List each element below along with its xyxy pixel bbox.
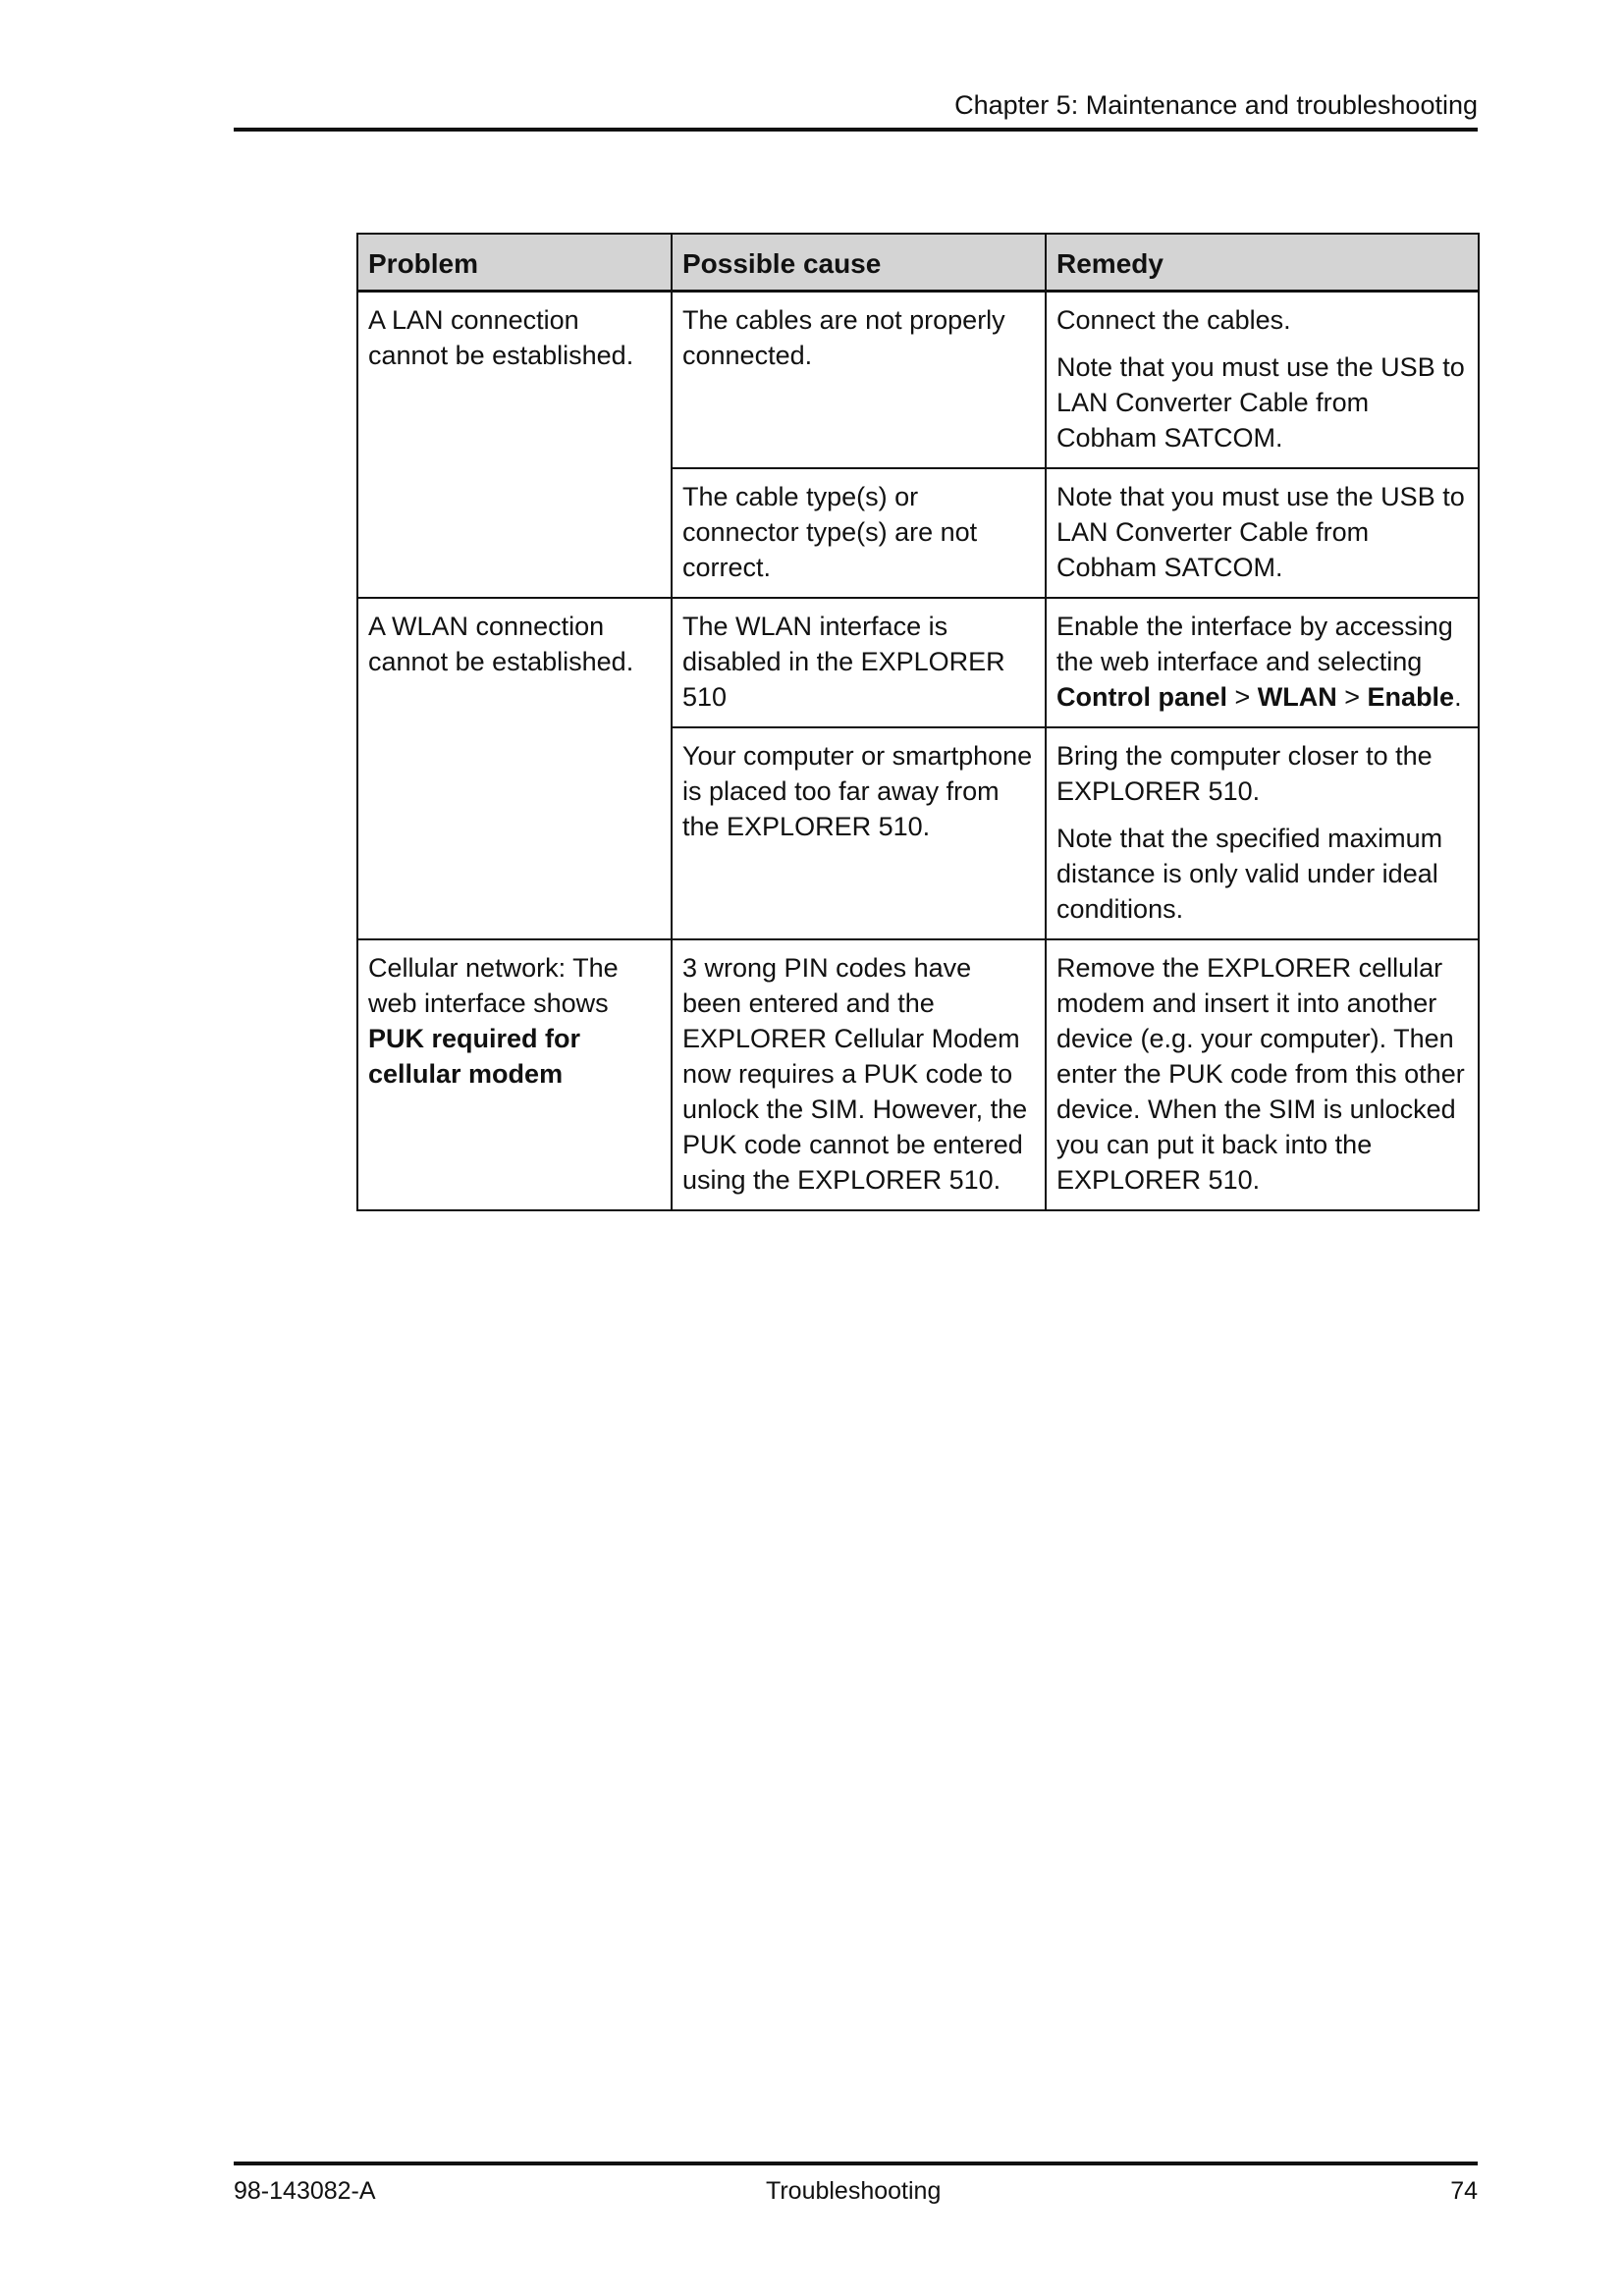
remedy-note: Note that the specified maximum distance is only valid under ideal conditions. (1056, 824, 1443, 924)
footer-section-title: Troubleshooting (766, 2177, 942, 2205)
cause-cell (672, 727, 1046, 939)
remedy-cell (1046, 939, 1479, 1210)
remedy-text: Connect the cables. (1056, 305, 1291, 335)
chapter-title: Chapter 5: Maintenance and troubleshooting (954, 90, 1478, 120)
menu-path-enable: Enable (1367, 682, 1455, 712)
column-header-remedy: Remedy (1046, 234, 1479, 292)
column-header-problem: Problem (357, 234, 672, 292)
table-row (357, 939, 1479, 1210)
cause-text: The cables are not properly connected. (682, 305, 1005, 370)
problem-cell-cellular (357, 939, 672, 1210)
cause-cell (672, 939, 1046, 1210)
problem-text: A LAN connection cannot be established. (368, 305, 634, 370)
cause-text: The WLAN interface is disabled in the EXPLORER 510 (682, 612, 1005, 712)
menu-path-separator: > (1227, 682, 1258, 712)
cause-cell (672, 292, 1046, 469)
cause-cell (672, 598, 1046, 727)
table-row (357, 292, 1479, 469)
table-header-row (357, 234, 1479, 292)
remedy-cell (1046, 598, 1479, 727)
cause-text: Your computer or smartphone is placed too far away from the EXPLORER 510. (682, 741, 1033, 841)
remedy-note: Note that you must use the USB to LAN Converter Cable from Cobham SATCOM. (1056, 352, 1465, 453)
problem-cell-lan (357, 292, 672, 599)
menu-path-wlan: WLAN (1257, 682, 1337, 712)
cause-text: The cable type(s) or connector type(s) are not correct. (682, 482, 978, 582)
remedy-cell (1046, 292, 1479, 469)
menu-path-control-panel: Control panel (1056, 682, 1227, 712)
remedy-text: Remove the EXPLORER cellular modem and insert it into another device (e.g. your computer). Then enter the PUK code from this other device. When the SIM is unlocked you can put it back into the EXPLORER 510. (1056, 953, 1465, 1195)
cause-cell (672, 468, 1046, 598)
menu-path-separator: > (1336, 682, 1368, 712)
remedy-text-end: . (1454, 682, 1462, 712)
problem-text: A WLAN connection cannot be established. (368, 612, 634, 676)
remedy-text: Bring the computer closer to the EXPLORER 510. (1056, 741, 1433, 806)
footer-divider (234, 2162, 1478, 2165)
remedy-cell (1046, 727, 1479, 939)
cause-text: 3 wrong PIN codes have been entered and the EXPLORER Cellular Modem now requires a PUK code to unlock the SIM. However, the PUK code cannot be entered using the EXPLORER 510. (682, 953, 1028, 1195)
document-number: 98-143082-A (234, 2177, 376, 2205)
table-row (357, 598, 1479, 727)
page-number: 74 (1450, 2177, 1478, 2205)
column-header-possible-cause: Possible cause (672, 234, 1046, 292)
problem-text (368, 950, 661, 1092)
remedy-text (1056, 609, 1468, 715)
header-divider (234, 128, 1478, 132)
status-message-puk-required: PUK required for cellular modem (368, 1024, 581, 1089)
remedy-note: Note that you must use the USB to LAN Converter Cable from Cobham SATCOM. (1056, 482, 1465, 582)
problem-text-lead: Cellular network: The web interface shows (368, 953, 619, 1018)
remedy-cell (1046, 468, 1479, 598)
problem-cell-wlan (357, 598, 672, 939)
troubleshooting-table (356, 233, 1480, 1211)
remedy-text-lead: Enable the interface by accessing the web interface and selecting (1056, 612, 1453, 676)
